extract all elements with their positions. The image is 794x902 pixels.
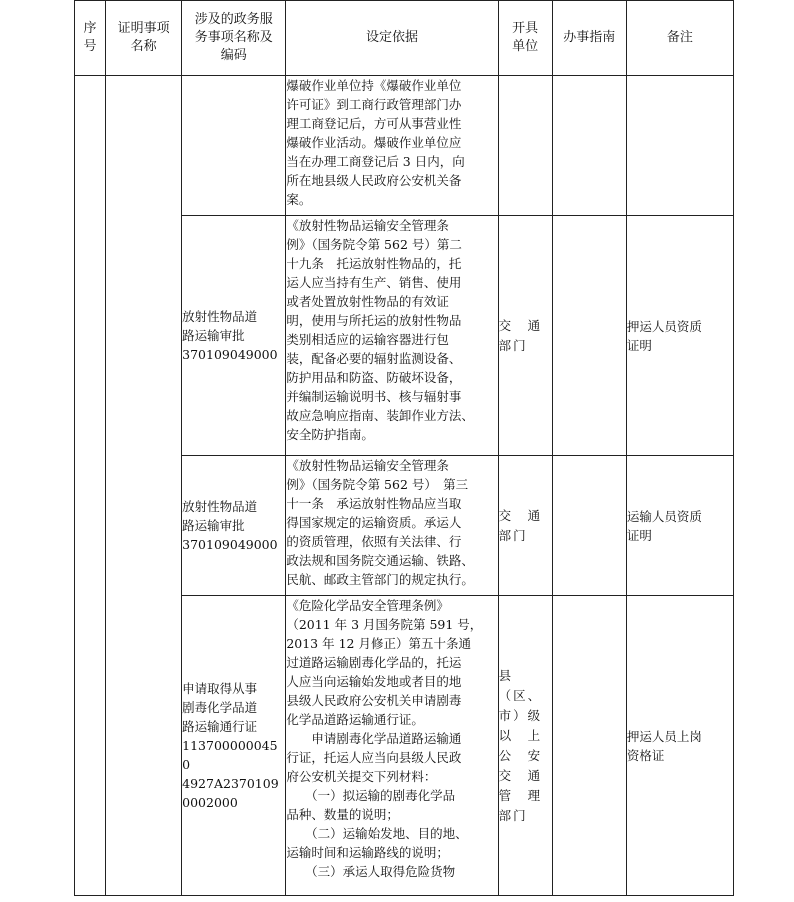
text-line: 府公安机关提交下列材料： bbox=[286, 769, 437, 784]
cell-issuing-unit bbox=[498, 456, 552, 596]
text-line: 以 上 bbox=[498, 727, 543, 743]
cell-issuing-unit bbox=[498, 76, 552, 216]
text-line: 品种、数量的说明； bbox=[286, 807, 399, 822]
text-line: 明，使用与所托运的放射性物品 bbox=[286, 313, 462, 328]
table-row bbox=[75, 76, 734, 216]
text-line: （一）拟运输的剧毒化学品 bbox=[286, 788, 456, 803]
text-line: 押运人员资质 bbox=[626, 318, 702, 334]
text-line: 部门 bbox=[498, 527, 528, 543]
text-line: 交 通 bbox=[498, 767, 543, 783]
text-line: 运人应当持有生产、销售、使用 bbox=[286, 275, 462, 290]
cell-service-item bbox=[182, 596, 286, 896]
text-line: 爆破作业活动。爆破作业单位应 bbox=[286, 135, 462, 150]
text-line: 化学品道路运输通行证。 bbox=[286, 712, 424, 727]
cell-guide bbox=[552, 456, 626, 596]
text-line: 并编制运输说明书、核与辐射事 bbox=[286, 389, 462, 404]
text-line: 管 理 bbox=[498, 787, 543, 803]
cell-remarks bbox=[626, 216, 733, 456]
text-line: 部门 bbox=[498, 807, 528, 823]
text-line: （区、 bbox=[498, 687, 543, 703]
cell-issuing-unit bbox=[498, 596, 552, 896]
text-line: 理工商登记后，方可从事营业性 bbox=[286, 116, 462, 131]
cell-basis bbox=[286, 216, 498, 456]
text-line: 申请剧毒化学品道路运输通 bbox=[286, 731, 462, 746]
text-line: （二）运输始发地、目的地、 bbox=[286, 826, 468, 841]
text-line: 路运输审批 bbox=[182, 328, 245, 343]
header-service-item: 涉及的政务服 务事项名称及 编码 bbox=[182, 1, 286, 76]
header-cert-name: 证明事项 名称 bbox=[106, 1, 182, 76]
text-line: 案。 bbox=[286, 192, 312, 207]
text-line: 的资质管理，依照有关法律、行 bbox=[286, 534, 462, 549]
cell-service-item bbox=[182, 216, 286, 456]
text-line: 2013 年 12 月修正）第五十条通 bbox=[286, 636, 471, 651]
text-line: 路运输通行证 bbox=[182, 719, 258, 734]
cell-guide bbox=[552, 216, 626, 456]
cell-service-item bbox=[182, 76, 286, 216]
text-line: 剧毒化学品道 bbox=[182, 700, 258, 715]
text-line: 0002000 bbox=[182, 795, 238, 810]
text-line: 运输时间和运输路线的说明； bbox=[286, 845, 449, 860]
text-line: 政法规和国务院交通运输、铁路、 bbox=[286, 553, 474, 568]
text-line: 类别相适应的运输容器进行包 bbox=[286, 332, 449, 347]
text-line: 市）级 bbox=[498, 707, 543, 723]
cell-remarks bbox=[626, 456, 733, 596]
cell-basis bbox=[286, 76, 498, 216]
cell-issuing-unit bbox=[498, 216, 552, 456]
text-line: 十九条 托运放射性物品的，托 bbox=[286, 256, 462, 271]
text-line: 证明 bbox=[626, 337, 652, 353]
text-line: 370109049000 bbox=[182, 347, 278, 362]
text-line: 《危险化学品安全管理条例》 bbox=[286, 598, 449, 613]
text-line: 过道路运输剧毒化学品的，托运 bbox=[286, 655, 462, 670]
text-line: 防护用品和防盗、防破坏设备， bbox=[286, 370, 462, 385]
text-line: 许可证》到工商行政管理部门办 bbox=[286, 97, 462, 112]
header-remarks: 备注 bbox=[626, 1, 733, 76]
text-line: 装，配备必要的辐射监测设备、 bbox=[286, 351, 462, 366]
text-line: 路运输审批 bbox=[182, 518, 245, 533]
header-guide: 办事指南 bbox=[552, 1, 626, 76]
text-line: 民航、邮政主管部门的规定执行。 bbox=[286, 572, 474, 587]
text-line: 十一条 承运放射性物品应当取 bbox=[286, 496, 462, 511]
text-line: 申请取得从事 bbox=[182, 681, 258, 696]
text-line: 部门 bbox=[498, 337, 528, 353]
text-line: 放射性物品道 bbox=[182, 499, 258, 514]
text-line: 当在办理工商登记后 3 日内，向 bbox=[286, 154, 465, 169]
text-line: 公 安 bbox=[498, 747, 543, 763]
cell-remarks bbox=[626, 76, 733, 216]
certification-table bbox=[74, 0, 734, 896]
text-line: 资格证 bbox=[626, 747, 665, 763]
cell-seq bbox=[75, 76, 106, 896]
text-line: 4927A2370109 bbox=[182, 776, 279, 791]
table-header-row bbox=[75, 1, 734, 76]
text-line: 交 通 bbox=[498, 317, 543, 333]
text-line: 例》（国务院令第 562 号）第二 bbox=[286, 237, 462, 252]
text-line: 所在地县级人民政府公安机关备 bbox=[286, 173, 462, 188]
cell-guide bbox=[552, 76, 626, 216]
header-basis: 设定依据 bbox=[286, 1, 498, 76]
header-seq: 序 号 bbox=[75, 1, 106, 76]
cell-basis bbox=[286, 596, 498, 896]
text-line: 《放射性物品运输安全管理条 bbox=[286, 218, 449, 233]
text-line: （2011 年 3 月国务院第 591 号， bbox=[286, 617, 483, 632]
text-line: 370109049000 bbox=[182, 537, 278, 552]
text-line: 例》（国务院令第 562 号） 第三 bbox=[286, 477, 469, 492]
text-line: 县级人民政府公安机关申请剧毒 bbox=[286, 693, 462, 708]
text-line: 故应急响应指南、装卸作业方法、 bbox=[286, 408, 474, 423]
cell-basis bbox=[286, 456, 498, 596]
text-line: 押运人员上岗 bbox=[626, 728, 702, 744]
cell-cert-name bbox=[106, 76, 182, 896]
text-line: 或者处置放射性物品的有效证 bbox=[286, 294, 449, 309]
text-line: 县 bbox=[498, 667, 514, 683]
cell-remarks bbox=[626, 596, 733, 896]
text-line: 行证，托运人应当向县级人民政 bbox=[286, 750, 462, 765]
text-line: 《放射性物品运输安全管理条 bbox=[286, 458, 449, 473]
cell-service-item bbox=[182, 456, 286, 596]
text-line: 1137000000450 bbox=[182, 738, 278, 772]
text-line: 得国家规定的运输资质。承运人 bbox=[286, 515, 462, 530]
text-line: 人应当向运输始发地或者目的地 bbox=[286, 674, 462, 689]
text-line: 交 通 bbox=[498, 507, 543, 523]
text-line: 证明 bbox=[626, 527, 652, 543]
text-line: 运输人员资质 bbox=[626, 508, 702, 524]
text-line: 安全防护指南。 bbox=[286, 427, 374, 442]
text-line: （三）承运人取得危险货物 bbox=[286, 864, 456, 879]
text-line: 放射性物品道 bbox=[182, 309, 258, 324]
header-issuing-unit: 开具 单位 bbox=[498, 1, 552, 76]
cell-guide bbox=[552, 596, 626, 896]
text-line: 爆破作业单位持《爆破作业单位 bbox=[286, 78, 462, 93]
